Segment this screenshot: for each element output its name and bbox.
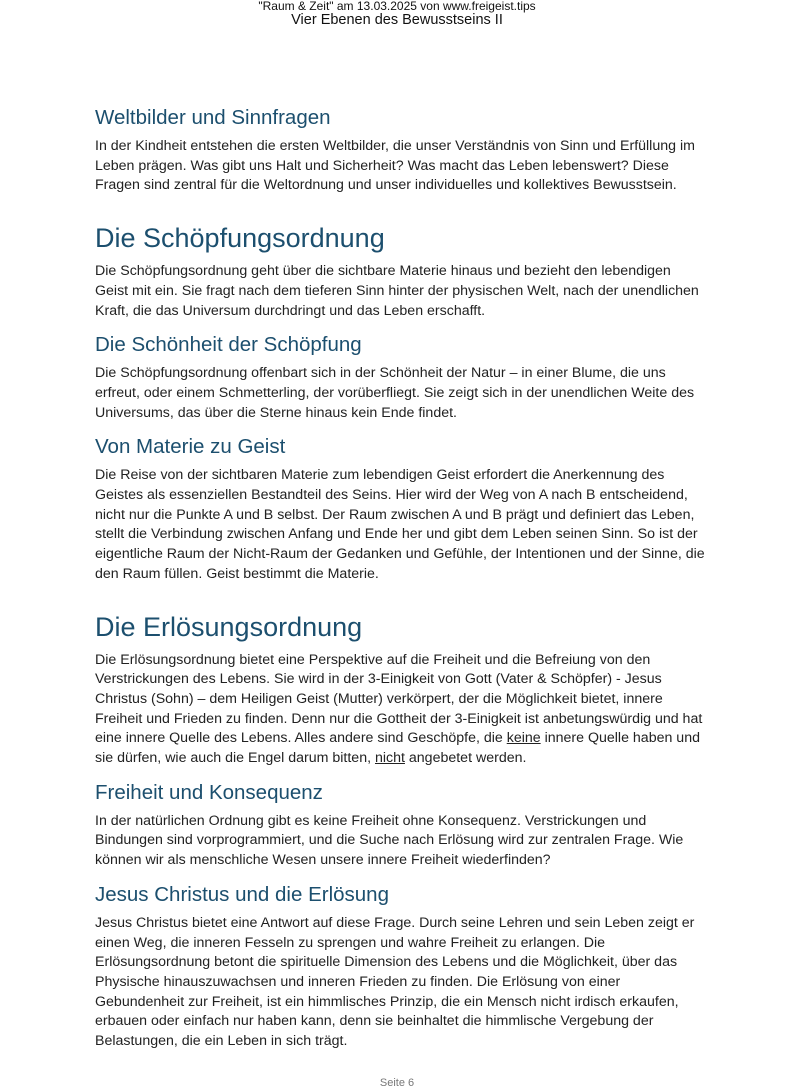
page-content	[95, 104, 705, 1052]
heading-jesus-christus: Jesus Christus und die Erlösung	[95, 882, 389, 906]
paragraph-erloesungsordnung	[95, 651, 705, 769]
page-number: Seite 6	[379, 1077, 415, 1089]
heading-weltbilder: Weltbilder und Sinnfragen	[95, 106, 331, 129]
heading-materie-geist: Von Materie zu Geist	[95, 435, 286, 459]
heading-schoenheit: Die Schönheit der Schöpfung	[95, 333, 362, 357]
paragraph-materie-geist: Die Reise von der sichtbaren Materie zum lebendigen Geist erfordert die Anerkennung des Geistes als essenziellen Bestandteil des Seins. Hier wird der Weg von A nach B entscheidend, nicht nur die Punkte A und B selbst. Der Raum zwischen A und B prägt und definiert das Leben, stellt die Verbindung zwischen Anfang und Ende her und gibt dem Leben seinen Sinn. So ist der eigentliche Raum der Nicht-Raum der Gedanken und Gefühle, der Intentionen und der Sinne, die den Raum füllen. Geist bestimmt die Materie.	[95, 467, 705, 582]
paragraph-schoepfungsordnung: Die Schöpfungsordnung geht über die sichtbare Materie hinaus und bezieht den lebendigen Geist mit ein. Sie fragt nach dem tieferen Sinn hinter der physischen Welt, nach der unendlichen Kraft, die das Universum durchdringt und das Leben erschafft.	[95, 263, 699, 319]
paragraph-schoenheit: Die Schöpfungsordnung offenbart sich in der Schönheit der Natur – in einer Blume, die uns erfreut, oder einem Schmetterling, der vorüberfliegt. Sie zeigt sich in der unendlichen Weite des Universums, das über die Sterne hinaus kein Ende findet.	[95, 365, 695, 421]
paragraph-freiheit: In der natürlichen Ordnung gibt es keine Freiheit ohne Konsequenz. Verstrickungen und Bindungen sind vorprogrammiert, und die Suche nach Erlösung wird zur zentralen Frage. Wie können wir als menschliche Wesen unsere innere Freiheit wiederfinden?	[95, 812, 684, 869]
heading-freiheit: Freiheit und Konsequenz	[95, 780, 323, 804]
paragraph-weltbilder: In der Kindheit entstehen die ersten Weltbilder, die unser Verständnis von Sinn und Erfüllung im Leben prägen. Was gibt uns Halt und Sicherheit? Was macht das Leben lebenswert? Diese Fragen sind zentral für die Weltordnung und unser individuelles und kollektives Bewusstsein.	[95, 138, 695, 194]
heading-erloesungsordnung: Die Erlösungsordnung	[95, 611, 363, 642]
paragraph-jesus-christus: Jesus Christus bietet eine Antwort auf diese Frage. Durch seine Lehren und sein Leben zeigt er einen Weg, die inneren Fesseln zu sprengen und wahre Freiheit zu erlangen. Die Erlösungsordnung betont die spirituelle Dimension des Lebens und die Möglichkeit, über das Physische hinauszuwachsen und inneren Frieden zu finden. Die Erlösung von einer Gebundenheit zur Freiheit, ist ein himmlisches Prinzip, die ein Mensch nicht irdisch erkaufen, erbauen oder einfach nur haben kann, denn sie beinhaltet die himmlische Vergebung der Belastungen, die ein Leben in sich trägt.	[95, 914, 695, 1050]
text-run: innere Quelle haben und sie dürfen, wie auch die Engel darum bitten,	[95, 730, 700, 767]
text-run: angebetet werden.	[404, 750, 527, 767]
heading-schoepfungsordnung: Die Schöpfungsordnung	[95, 223, 385, 254]
emphasis-nicht: nicht	[374, 750, 405, 767]
source-line: "Raum & Zeit" am 13.03.2025 von www.freigeist.tips	[258, 0, 536, 13]
document-title: Vier Ebenen des Bewusstseins II	[291, 12, 503, 28]
text-run: Die Erlösungsordnung bietet eine Perspektive auf die Freiheit und die Befreiung von den Verstrickungen des Lebens. Sie wird in der 3-Einigkeit von Gott (Vater & Schöpfer) - Jesus Christus (Sohn) – dem Heiligen Geist (Mutter) verkörpert, der die Möglichkeit bietet, innere Freiheit und Frieden zu finden. Denn nur die Gottheit der 3-Einigkeit ist anbetungswürdig und hat eine innere Quelle des Lebens. Alles andere sind Geschöpfe, die	[95, 651, 703, 747]
emphasis-keine: keine	[506, 730, 541, 747]
